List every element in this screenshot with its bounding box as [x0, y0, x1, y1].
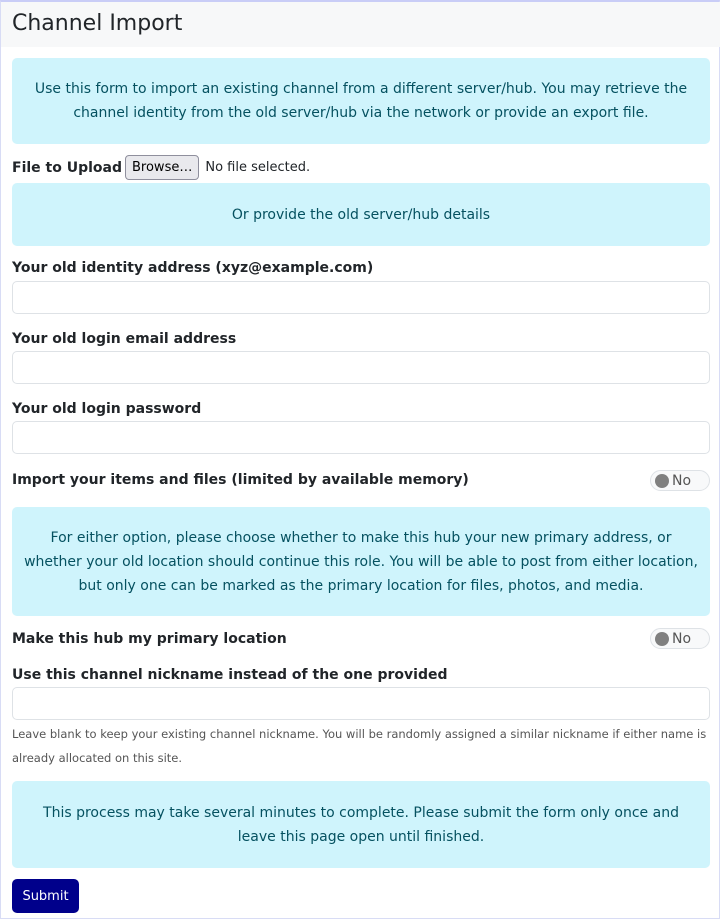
login-email-label: Your old login email address [12, 331, 237, 347]
submit-button[interactable]: Submit [12, 879, 79, 913]
login-password-input[interactable] [12, 421, 710, 454]
nickname-input[interactable] [12, 687, 710, 720]
alt-notice: Or provide the old server/hub details [12, 183, 710, 246]
final-notice: This process may take several minutes to complete. Please submit the form only once and leave this page open until finished. [12, 781, 710, 868]
primary-location-label: Make this hub my primary location [12, 631, 287, 647]
page-title: Channel Import [12, 11, 183, 36]
file-upload-row [12, 155, 310, 180]
import-items-toggle[interactable] [650, 470, 710, 491]
identity-address-input[interactable] [12, 281, 710, 314]
browse-button[interactable]: Browse… [125, 155, 199, 180]
identity-address-label: Your old identity address (xyz@example.com) [12, 260, 374, 276]
toggle-knob-icon [655, 474, 669, 488]
login-email-input[interactable] [12, 351, 710, 384]
nickname-label: Use this channel nickname instead of the one provided [12, 667, 448, 683]
file-status: No file selected. [205, 160, 311, 175]
primary-notice: For either option, please choose whether to make this hub your new primary address, or whether your old location should continue this role. You will be able to post from either location, but only one can be marked as the primary location for files, photos, and media. [12, 507, 710, 616]
intro-alert: Use this form to import an existing channel from a different server/hub. You may retrieve the channel identity from the old server/hub via the network or provide an export file. [12, 58, 710, 144]
toggle-state: No [672, 630, 692, 647]
file-upload-label: File to Upload [12, 159, 122, 176]
page-header [1, 2, 720, 47]
import-items-label: Import your items and files (limited by available memory) [12, 472, 469, 488]
nickname-help: Leave blank to keep your existing channel nickname. You will be randomly assigned a similar nickname if either name is already allocated on this site. [12, 727, 707, 765]
primary-location-toggle[interactable] [650, 628, 710, 649]
login-password-label: Your old login password [12, 401, 202, 417]
toggle-knob-icon [655, 632, 669, 646]
toggle-state: No [672, 472, 692, 489]
